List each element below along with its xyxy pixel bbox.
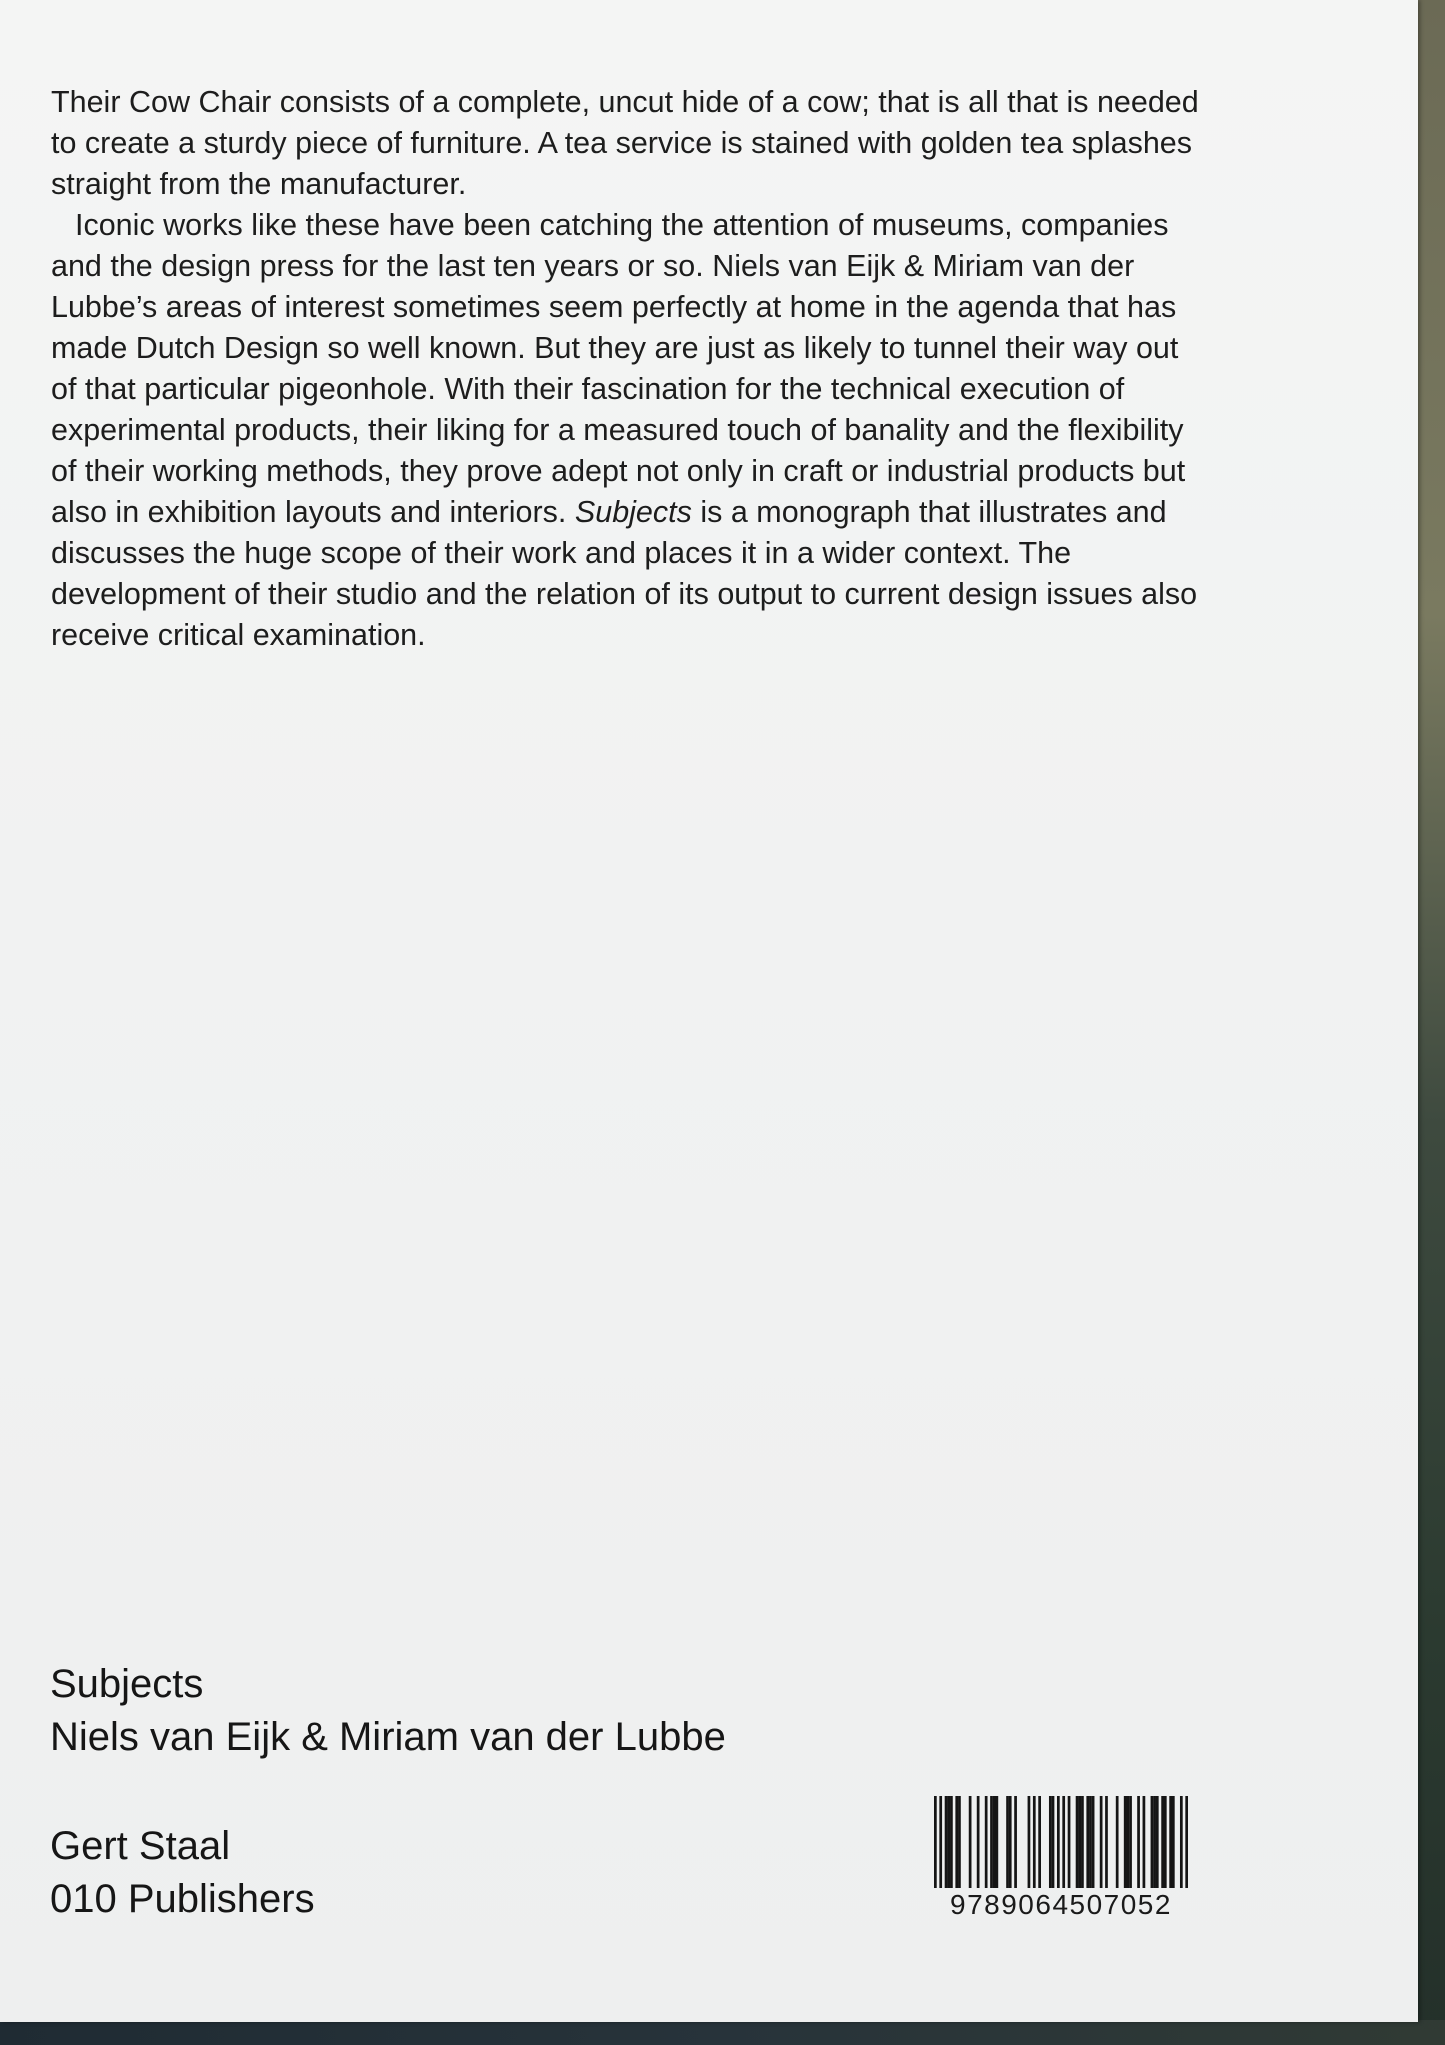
- barcode-bar: [1009, 1796, 1012, 1888]
- barcode-bar: [1006, 1796, 1009, 1888]
- barcode-bar: [1081, 1796, 1084, 1888]
- barcode-bar: [934, 1796, 937, 1888]
- barcode-bar: [1180, 1796, 1183, 1888]
- barcode-number: 9789064507052: [950, 1889, 1172, 1920]
- barcode-bar: [945, 1796, 948, 1888]
- barcode-bar: [1038, 1796, 1041, 1888]
- blurb-paragraph-2: [51, 205, 1201, 656]
- blurb-paragraph-2-end: is a monograph that illustrates and discusses the huge scope of their work and places it in a wider context. The development of their studio and the relation of its output to current design issues also receive critical examination.: [51, 495, 1198, 652]
- blurb-paragraph-1: Their Cow Chair consists of a complete, uncut hide of a cow; that is all that is needed to create a sturdy piece of furniture. A tea service is stained with golden tea splashes straight from the manufacturer.: [51, 85, 1199, 201]
- barcode-bar: [1137, 1796, 1140, 1888]
- background-surface-right: [1418, 0, 1445, 2045]
- barcode-bar: [1185, 1796, 1188, 1888]
- barcode-bar: [1116, 1796, 1119, 1888]
- barcode-bars: [934, 1796, 1188, 1888]
- barcode-bar: [1105, 1796, 1108, 1888]
- book-subjects-names: Niels van Eijk & Miriam van der Lubbe: [50, 1715, 726, 1759]
- barcode-bar: [1161, 1796, 1164, 1888]
- barcode-bar: [1151, 1796, 1154, 1888]
- barcode-bar: [977, 1796, 980, 1888]
- barcode-bar: [1089, 1796, 1092, 1888]
- barcode-bar: [1092, 1796, 1095, 1888]
- barcode: [934, 1796, 1188, 1920]
- barcode-bar: [1124, 1796, 1127, 1888]
- background-surface-bottom: [0, 2020, 1445, 2045]
- barcode-bar: [1078, 1796, 1081, 1888]
- barcode-bar: [990, 1796, 993, 1888]
- barcode-bar: [1086, 1796, 1089, 1888]
- barcode-bar: [947, 1796, 950, 1888]
- barcode-bar: [1033, 1796, 1036, 1888]
- barcode-bar: [993, 1796, 996, 1888]
- barcode-bar: [1169, 1796, 1172, 1888]
- barcode-bar: [1153, 1796, 1156, 1888]
- barcode-bar: [985, 1796, 988, 1888]
- publisher-block: [50, 1820, 315, 1926]
- barcode-bar: [1062, 1796, 1065, 1888]
- blurb-text: [51, 82, 1201, 656]
- barcode-bar: [1164, 1796, 1167, 1888]
- barcode-bar: [1143, 1796, 1146, 1888]
- book-author: Gert Staal: [50, 1824, 231, 1868]
- barcode-bar: [1068, 1796, 1071, 1888]
- barcode-bar: [1049, 1796, 1052, 1888]
- barcode-bar: [995, 1796, 998, 1888]
- blurb-book-title: Subjects: [574, 495, 692, 529]
- barcode-bar: [1014, 1796, 1017, 1888]
- barcode-bar: [958, 1796, 961, 1888]
- book-publisher: 010 Publishers: [50, 1877, 315, 1921]
- barcode-bar: [969, 1796, 972, 1888]
- barcode-bar: [1172, 1796, 1175, 1888]
- barcode-bar: [1156, 1796, 1159, 1888]
- barcode-bar: [1129, 1796, 1132, 1888]
- barcode-bar: [1076, 1796, 1079, 1888]
- barcode-bar: [1052, 1796, 1055, 1888]
- blurb-paragraph-2-start: Iconic works like these have been catching the attention of museums, companies and the design press for the last ten years or so. Niels van Eijk & Miriam van der Lubbe’s areas of interest sometimes seem perfectly at home in the agenda that has made Dutch Design so well known. But they are just as likely to tunnel their way out of that particular pigeonhole. With their fascination for the technical execution of experimental products, their liking for a measured touch of banality and the flexibility of their working methods, they prove adept not only in craft or industrial products but also in exhibition layouts and interiors.: [51, 208, 1186, 529]
- title-block: [50, 1658, 726, 1764]
- barcode-bar: [1100, 1796, 1103, 1888]
- barcode-bar: [955, 1796, 958, 1888]
- barcode-bar: [950, 1796, 953, 1888]
- barcode-bar: [1028, 1796, 1031, 1888]
- barcode-bar: [1127, 1796, 1130, 1888]
- barcode-bar: [939, 1796, 942, 1888]
- barcode-bar: [1057, 1796, 1060, 1888]
- book-title: Subjects: [50, 1662, 204, 1706]
